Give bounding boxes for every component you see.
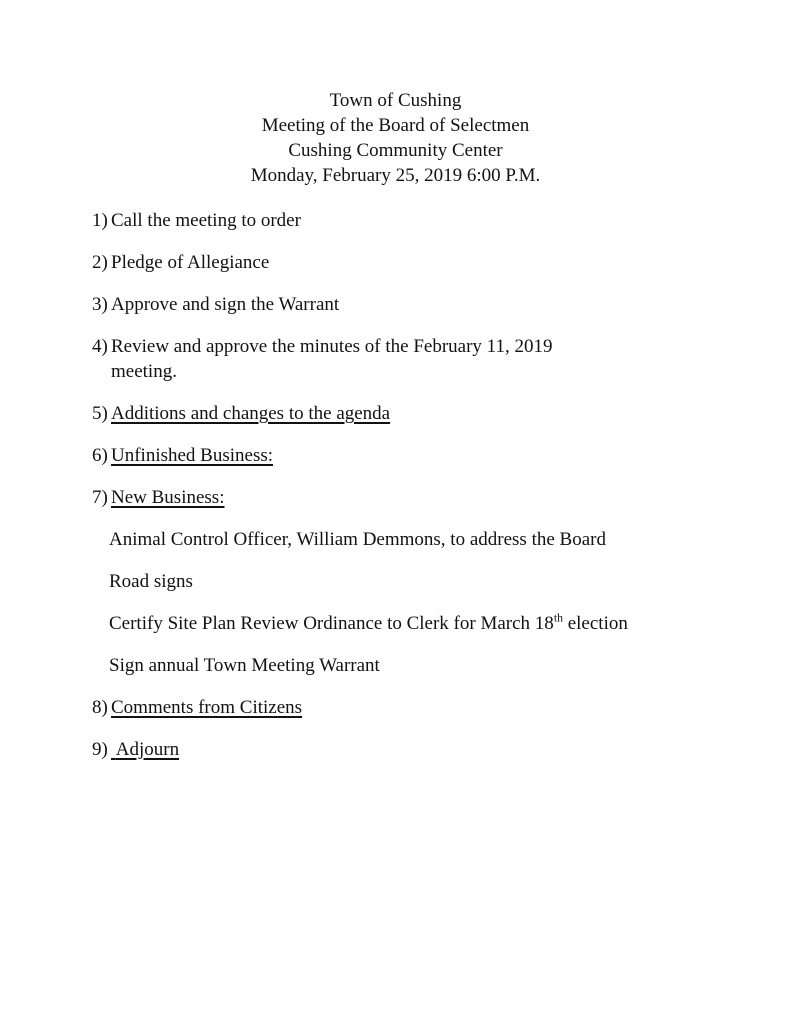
agenda-item-3	[92, 292, 741, 317]
agenda-item-1	[92, 208, 741, 233]
agenda-item-4	[92, 334, 741, 384]
header-town-name: Town of Cushing	[329, 90, 462, 111]
agenda-item-5	[92, 401, 741, 426]
item-text: Approve and sign the Warrant	[111, 294, 340, 315]
new-business-sub-item-certify-site-plan	[92, 611, 741, 636]
item-text: New Business:	[111, 487, 225, 508]
item-number: 6)	[92, 445, 108, 466]
item-number: 1)	[92, 210, 108, 231]
item-text	[111, 334, 552, 384]
item-text: Call the meeting to order	[111, 210, 301, 231]
document-header	[0, 88, 791, 188]
agenda-item-6	[92, 443, 741, 468]
item-number: 5)	[92, 403, 108, 424]
header-meeting-title: Meeting of the Board of Selectmen	[261, 115, 530, 136]
item-number: 9)	[92, 739, 108, 760]
header-date-time: Monday, February 25, 2019 6:00 P.M.	[250, 165, 541, 186]
agenda-item-9	[92, 737, 741, 762]
agenda-item-7	[92, 485, 741, 510]
sub-item-text-after: election	[562, 613, 628, 634]
item-number: 2)	[92, 252, 108, 273]
agenda-item-8	[92, 695, 741, 720]
new-business-sub-item-road-signs	[92, 569, 741, 594]
item-text: Pledge of Allegiance	[111, 252, 270, 273]
sub-item-text: Road signs	[109, 571, 193, 592]
new-business-sub-item-sign-town-meeting-warrant	[92, 653, 741, 678]
new-business-sub-item-animal-control-officer	[92, 527, 741, 552]
agenda-item-2	[92, 250, 741, 275]
item-text: Additions and changes to the agenda	[111, 403, 391, 424]
item-text-line-2: meeting.	[111, 361, 177, 382]
sub-item-text: Sign annual Town Meeting Warrant	[109, 655, 380, 676]
item-text: Adjourn	[111, 739, 180, 760]
agenda-list	[0, 208, 791, 762]
sub-item-text-before: Certify Site Plan Review Ordinance to Clerk for March 18	[109, 613, 554, 634]
sub-item-text: Animal Control Officer, William Demmons, to address the Board	[109, 529, 606, 550]
item-number: 8)	[92, 697, 108, 718]
item-number: 3)	[92, 294, 108, 315]
ordinal-superscript: th	[553, 611, 563, 625]
sub-item-text	[109, 611, 628, 636]
item-number: 4)	[92, 336, 108, 357]
item-text: Unfinished Business:	[111, 445, 274, 466]
header-location: Cushing Community Center	[288, 140, 503, 161]
item-number: 7)	[92, 487, 108, 508]
item-text-line-1: Review and approve the minutes of the February 11, 2019	[111, 336, 553, 357]
item-text: Comments from Citizens	[111, 697, 303, 718]
